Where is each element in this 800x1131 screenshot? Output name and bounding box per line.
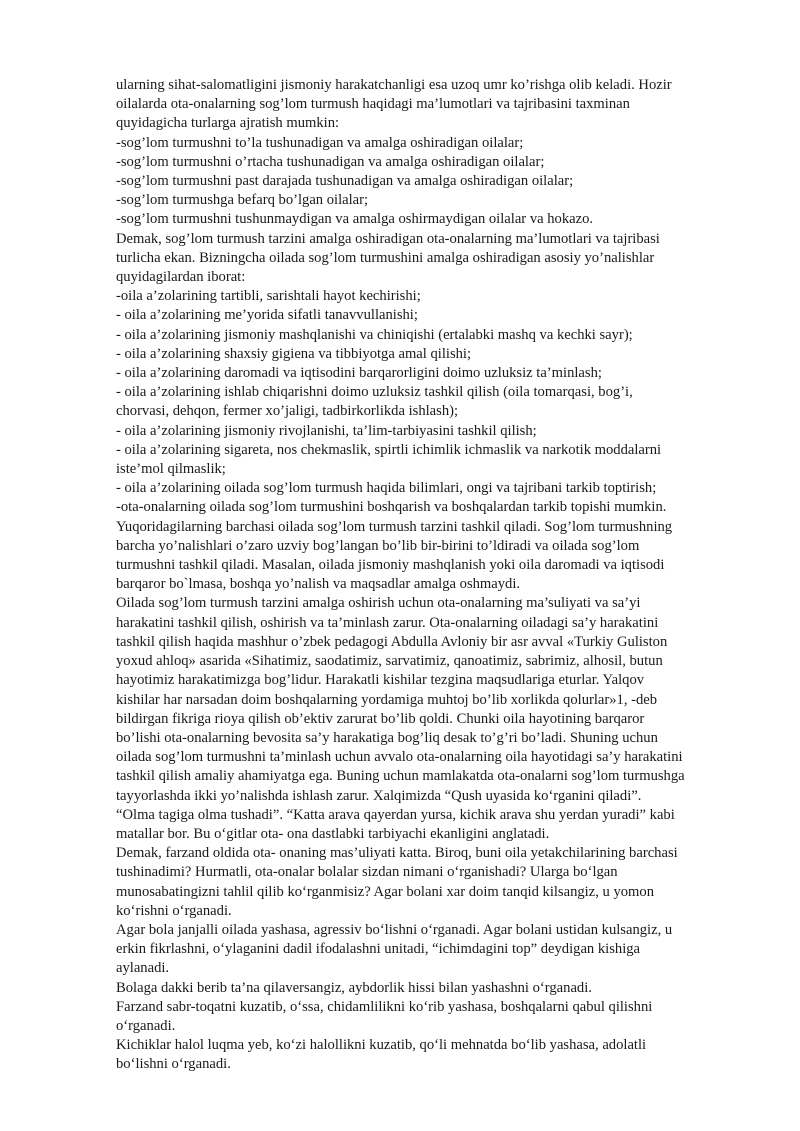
- text-line: Demak, farzand oldida ota- onaning mas’uliyati katta. Biroq, buni oila yetakchilarining barchasi: [116, 845, 678, 862]
- text-line: turlicha ekan. Bizningcha oilada sog’lom turmushini amalga oshiradigan asosiy yo’nalishlar: [116, 249, 655, 266]
- text-line: yoxud ahloq» asarida «Sihatimiz, saodatimiz, sarvatimiz, qanoatimiz, sabrimiz, alhosil, butun: [116, 653, 663, 670]
- text-line: tushinadimi? Hurmatli, ota-onalar bolalar sizdan nimani o‘rganishadi? Ularga bo‘lgan: [116, 864, 618, 881]
- text-line: quyidagilardan iborat:: [116, 269, 246, 286]
- text-line: - oila a’zolarining me’yorida sifatli tanavvullanishi;: [116, 307, 418, 324]
- text-line: o‘rganadi.: [116, 1017, 176, 1034]
- text-line: Kichiklar halol luqma yeb, ko‘zi halollikni kuzatib, qo‘li mehnatda bo‘lib yashasa, adolatli: [116, 1037, 647, 1054]
- text-line: aylanadi.: [116, 960, 170, 977]
- text-line: ko‘rishni o‘rganadi.: [116, 902, 232, 919]
- text-line: Agar bola janjalli oilada yashasa, agressiv bo‘lishni o‘rganadi. Agar bolani ustidan kulsangiz, u: [116, 921, 673, 938]
- text-line: -sog’lom turmushni to’la tushunadigan va amalga oshiradigan oilalar;: [116, 134, 524, 151]
- text-line: tashkil qilish amaliy ahamiyatga ega. Buning uchun mamlakatda ota-onalarni sog’lom turmushga: [116, 768, 685, 785]
- text-line: harakatini tashkil qilish, oshirish va ta’minlash zarur. Ota-onalarning oiladagi sa’y harakatini: [116, 614, 659, 631]
- text-line: bildirgan fikriga rioya qilish ob’ektiv zarurat bo’lib qoldi. Chunki oila hayotining barqaror: [116, 710, 645, 727]
- text-line: -sog’lom turmushni past darajada tushunadigan va amalga oshiradigan oilalar;: [116, 173, 574, 190]
- text-line: iste’mol qilmaslik;: [116, 461, 226, 478]
- text-line: barqaror bo`lmasa, boshqa yo’nalish va maqsadlar amalga oshmaydi.: [116, 576, 521, 593]
- text-line: munosabatingizni tahlil qilib ko‘rganmisiz? Agar bolani xar doim tanqid kilsangiz, u yomon: [116, 883, 654, 900]
- text-line: - oila a’zolarining jismoniy mashqlanishi va chiniqishi (ertalabki mashq va kechki sayr);: [116, 326, 633, 343]
- text-line: hayotimiz harakatimizga bog’lidur. Harakatli kishilar tezgina maqsudlariga eturlar. Yalqov: [116, 672, 645, 689]
- text-line: tashkil qilish haqida mashhur o’zbek pedagogi Abdulla Avloniy bir asr avval «Turkiy Guliston: [116, 633, 668, 650]
- text-line: - oila a’zolarining oilada sog’lom turmush haqida bilimlari, ongi va tajribani tarkib toptirish;: [116, 480, 657, 497]
- text-line: erkin fikrlashni, o‘ylaganini dadil ifodalashni unitadi, “ichimdagini top” deydigan kishiga: [116, 941, 641, 958]
- text-line: - oila a’zolarining ishlab chiqarishni doimo uzluksiz tashkil qilish (oila tomarqasi, bog’i,: [116, 384, 633, 401]
- text-line: oilalarda ota-onalarning sog’lom turmush haqidagi ma’lumotlari va tajribasini taxminan: [116, 96, 630, 113]
- text-line: - oila a’zolarining jismoniy rivojlanishi, ta’lim-tarbiyasini tashkil qilish;: [116, 422, 537, 439]
- text-line: ularning sihat-salomatligini jismoniy harakatchanligi esa uzoq umr ko’rishga olib keladi. Hozir: [116, 77, 672, 93]
- text-line: chorvasi, dehqon, fermer xo’jaligi, tadbirkorlikda ishlash);: [116, 403, 459, 420]
- text-line: Bolaga dakki berib ta’na qilaversangiz, aybdorlik hissi bilan yashashni o‘rganadi.: [116, 979, 592, 996]
- text-line: kishilar har narsadan doim boshqalarning yordamiga muhtoj bo’lib xorlikda qolurlar»1, -deb: [116, 691, 658, 708]
- text-line: Farzand sabr-toqatni kuzatib, o‘ssa, chidamlilikni ko‘rib yashasa, boshqalarni qabul qilishni: [116, 998, 653, 1015]
- text-line: Demak, sog’lom turmush tarzini amalga oshiradigan ota-onalarning ma’lumotlari va tajribasi: [116, 230, 660, 247]
- text-line: matallar bor. Bu o‘gitlar ota- ona dastlabki tarbiyachi ekanligini anglatadi.: [116, 825, 550, 842]
- text-line: tayyorlashda ikki yo’nalishda ishlash zarur. Xalqimizda “Qush uyasida ko‘rganini qiladi”.: [116, 787, 642, 804]
- text-line: -ota-onalarning oilada sog’lom turmushini boshqarish va boshqalardan tarkib topishi mumkin.: [116, 499, 667, 516]
- text-line: -sog’lom turmushni o’rtacha tushunadigan va amalga oshiradigan oilalar;: [116, 153, 545, 170]
- text-line: “Olma tagiga olma tushadi”. “Katta arava qayerdan yursa, kichik arava shu yerdan yuradi” kabi: [116, 806, 675, 823]
- text-line: -sog’lom turmushni tushunmaydigan va amalga oshirmaydigan oilalar va hokazo.: [116, 211, 594, 228]
- text-line: quyidagicha turlarga ajratish mumkin:: [116, 115, 340, 132]
- text-line: oilada sog’lom turmushni ta’minlash uchun avvalo ota-onalarning oila hayotidagi sa’y harakatini: [116, 749, 683, 766]
- document-page: [116, 76, 746, 1075]
- text-line: turmushni tashkil qiladi. Masalan, oilada jismoniy mashqlanish yoki oila daromadi va iqtisodi: [116, 557, 665, 574]
- text-line: barcha yo’nalishlari o’zaro uzviy bog’langan bo’lib bir-birini to’ldiradi va oilada sog’lom: [116, 537, 640, 554]
- text-line: -oila a’zolarining tartibli, sarishtali hayot kechirishi;: [116, 288, 421, 305]
- text-line: bo‘lishni o‘rganadi.: [116, 1056, 231, 1073]
- text-line: - oila a’zolarining sigareta, nos chekmaslik, spirtli ichimlik ichmaslik va narkotik moddalarni: [116, 441, 662, 458]
- text-line: -sog’lom turmushga befarq bo’lgan oilalar;: [116, 192, 369, 209]
- text-line: Yuqoridagilarning barchasi oilada sog’lom turmush tarzini tashkil qiladi. Sog’lom turmushning: [116, 518, 673, 535]
- text-line: bo’lishi ota-onalarning bevosita sa’y harakatiga bog’liq desak to’g’ri bo’ladi. Shuning uchun: [116, 729, 658, 746]
- text-line: - oila a’zolarining shaxsiy gigiena va tibbiyotga amal qilishi;: [116, 345, 472, 362]
- text-line: - oila a’zolarining daromadi va iqtisodini barqarorligini doimo uzluksiz ta’minlash;: [116, 365, 602, 382]
- text-line: Oilada sog’lom turmush tarzini amalga oshirish uchun ota-onalarning ma’suliyati va sa’yi: [116, 595, 641, 612]
